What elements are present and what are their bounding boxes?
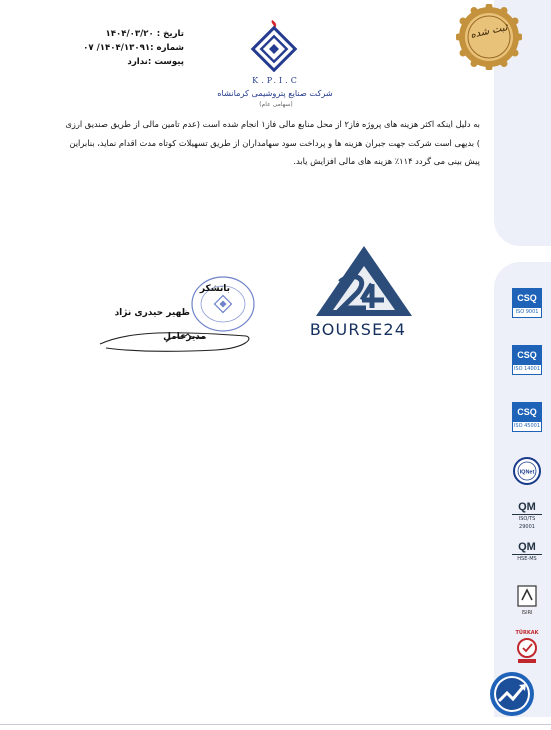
badge-standard: ISO 45001 [512,422,542,432]
badge-title: CSQ [512,288,542,308]
badge-title: CSQ [512,345,542,365]
company-type: (سهامی عام) [259,101,293,108]
badge-title: CSQ [512,402,542,422]
badge-title: QM [518,501,536,513]
badge-title: TÜRKAK [515,630,539,636]
letter-meta [84,27,184,69]
seal-text: ثبت شده [469,22,509,41]
signer-title: مدیرعامل [163,332,206,342]
bourse24-wordmark: BOURSE24 [309,320,407,339]
company-latin-name: K.P.I.C [252,76,300,85]
badge-standard: HSE-MS [512,554,542,563]
letter-body [65,115,480,171]
badge-standard: ISO 9001 [512,308,542,318]
footer-rule [0,724,551,725]
letter-number: شماره :۱۴۰۴/۱۳۰۹۱/ ۰۷ [83,43,184,53]
csq-iso9001-badge-icon [512,288,542,318]
signer-name: ظهیر حیدری نژاد [114,308,190,318]
closing-salutation: باتشکر [199,284,230,294]
body-line: به دلیل اینکه اکثر هزینه های پروژه فاز۲ از محل منابع مالی فاز۱ انجام شده است (عدم تامین مالی از طریق صندیق ارزی [65,119,480,129]
badge-standard: ISO/TS 29001 [512,514,542,523]
company-logo-icon [246,16,302,72]
body-line: ) بدیهی است شرکت جهت جبران هزینه ها و پرداخت سود سهامداران از طریق تسهیلات کوتاه مدت اقدام نماید، بنابراین [69,137,480,148]
isiri-badge-icon [513,584,541,620]
badge-standard: ISO 14001 [512,365,542,375]
badge-title: ISIRI [521,610,533,616]
qm-iso29001-badge-icon [512,500,542,530]
letter-date: تاریخ : ۱۴۰۴/۰۳/۲۰ [105,29,184,39]
csq-iso45001-badge-icon [512,402,542,432]
body-line: پیش بینی می گردد ۱۱۴٪ هزینه های مالی افزایش یابد. [293,156,480,167]
gold-seal-icon [456,4,522,70]
badge-title: QM [518,541,536,553]
company-name: شرکت صنایع پتروشیمی کرمانشاه [217,88,333,98]
badge-title: IQNet [519,469,535,476]
qm-hse-badge-icon [512,540,542,563]
turkak-badge-icon [512,630,542,664]
handwritten-signature-icon [96,322,256,356]
letter-attachment: پیوست :ندارد [127,57,184,67]
stock-trend-app-icon [489,671,535,717]
iqnet-badge-icon [512,456,542,486]
csq-iso14001-badge-icon [512,345,542,375]
